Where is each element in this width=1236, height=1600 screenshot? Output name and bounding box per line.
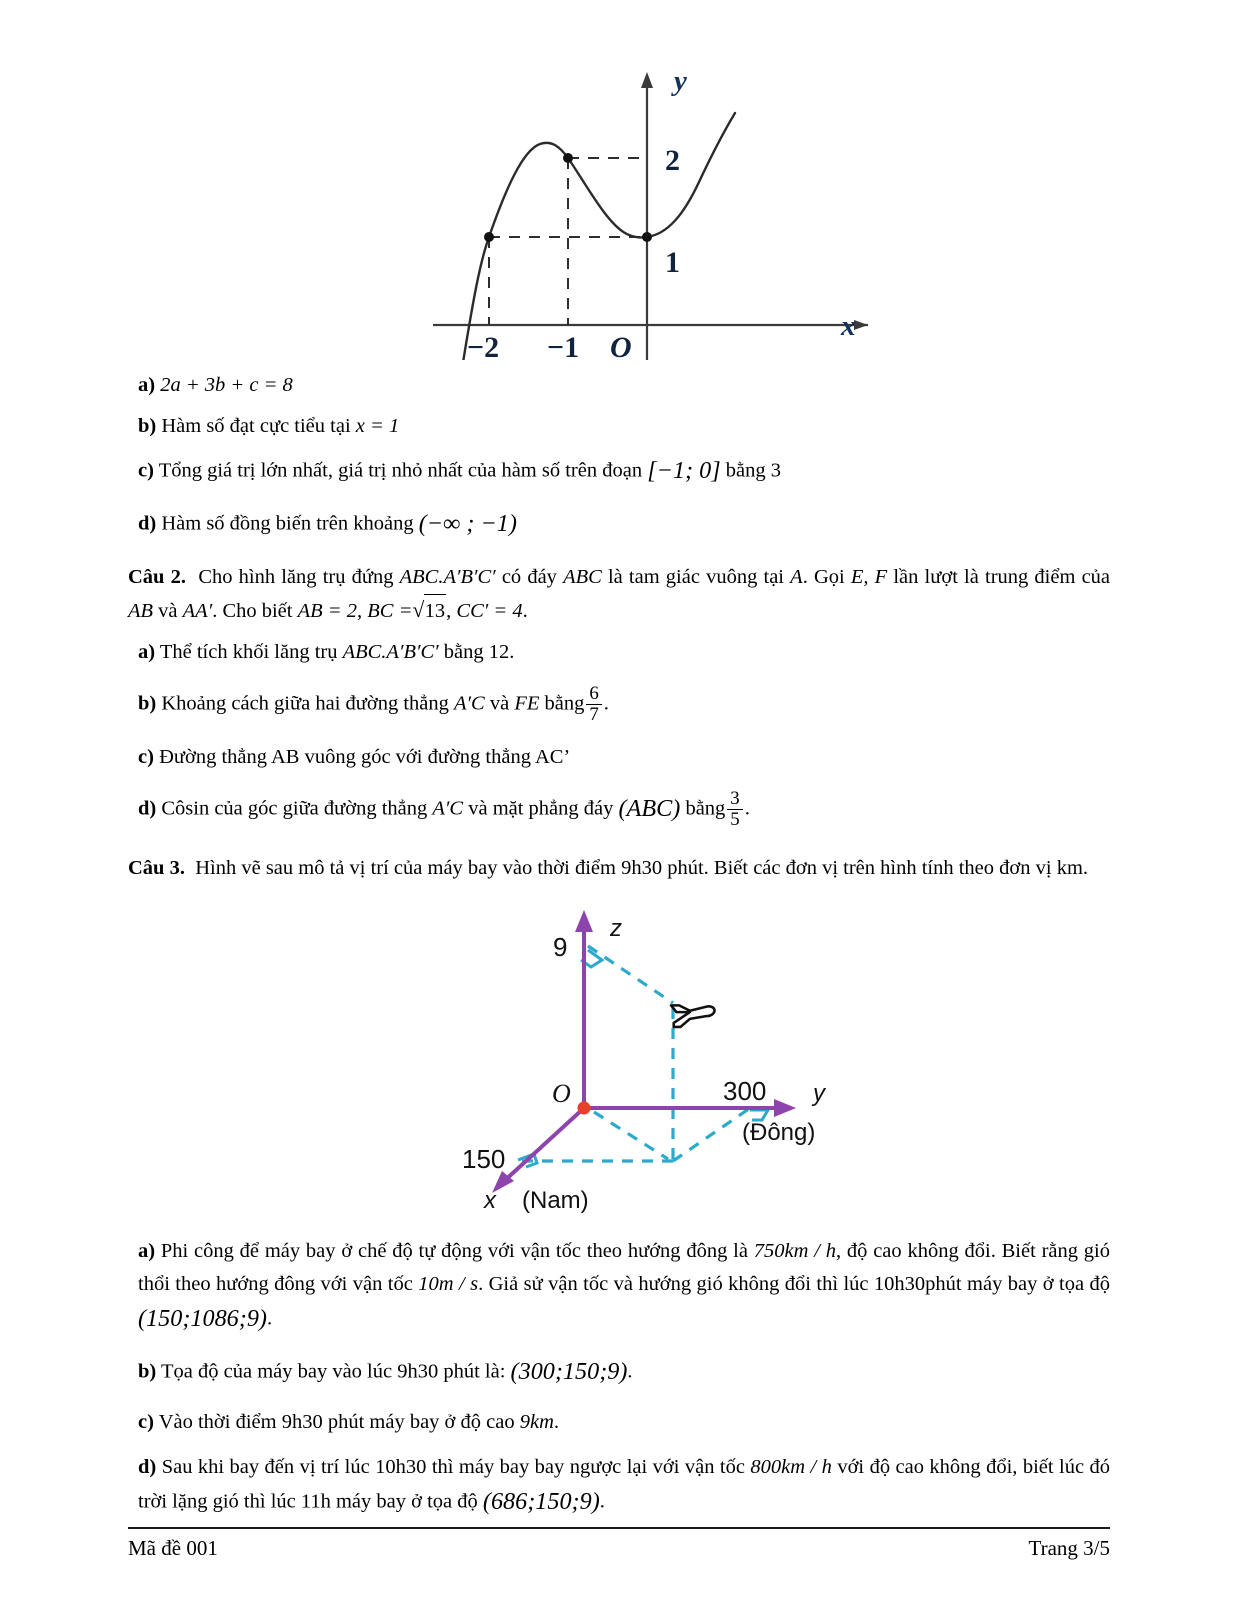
q3-option-c — [128, 1406, 1110, 1438]
q1-option-d — [128, 505, 1110, 543]
q1-option-d-math: (−∞ ; −1) — [418, 509, 517, 537]
q2-option-d-math-1: A′C — [432, 797, 464, 820]
q3-option-d-text-1: Sau khi bay đến vị trí lúc 10h30 thì máy bay bay ngược lại với vận tốc — [161, 1455, 745, 1478]
q2-option-b-math-1: A′C — [454, 692, 485, 715]
q3-option-d-label: d) — [138, 1455, 157, 1478]
q2-stem-math-5: AB — [128, 599, 154, 622]
q2-stem-3: là tam giác vuông tại — [607, 566, 784, 589]
x-tick-minus1: −1 — [547, 331, 580, 360]
q2-option-c-label: c) — [138, 745, 154, 768]
q3-option-a-text-1: Phi công để máy bay ở chế độ tự động với vận tốc theo hướng đông là — [160, 1240, 748, 1263]
q2-stem-math-4: E, F — [850, 566, 888, 589]
q2-stem-6: và — [158, 599, 178, 622]
q2-option-a-label: a) — [138, 640, 156, 663]
q2-sqrt-radicand: 13 — [424, 594, 447, 627]
q2-option-b-text-2: và — [489, 692, 510, 715]
q2-option-d-math-2: (ABC) — [618, 795, 681, 823]
q3-option-c-math-1: 9km — [519, 1411, 554, 1434]
q3-option-d — [128, 1451, 1110, 1522]
q2-stem-8: , — [357, 599, 363, 622]
q2-stem-math-6: AA′ — [182, 599, 213, 622]
q3-option-c-label: c) — [138, 1411, 154, 1434]
q2-option-a — [128, 636, 1110, 668]
q2-stem-math-1: ABC.A′B′C′ — [399, 566, 496, 589]
q2-option-b-label: b) — [138, 692, 157, 715]
q1-option-a — [128, 369, 1110, 401]
q2-option-d-text-4: . — [744, 797, 750, 820]
q2-stem-math-9: CC′ = 4 — [456, 599, 523, 622]
q2-stem-1: Cho hình lăng trụ đứng — [198, 566, 394, 589]
q1-option-d-label: d) — [138, 512, 157, 535]
q2-stem-9: , — [446, 599, 452, 622]
q3-option-a-math-2: 10m / s — [418, 1272, 479, 1295]
q2-stem-math-7: AB = 2 — [297, 599, 357, 622]
q3-option-a-text-4: . — [266, 1307, 273, 1330]
y-tick-2: 2 — [665, 144, 680, 177]
q3-option-a-math-1: 750km / h — [753, 1240, 836, 1263]
q1-option-b-math: x = 1 — [355, 415, 400, 438]
q2-sqrt-13 — [412, 594, 446, 627]
x-axis-label: x — [484, 1187, 496, 1215]
q1-option-b-label: b) — [138, 415, 157, 438]
q2-stem-math-2: ABC — [563, 566, 602, 589]
q1-option-b-text: Hàm số đạt cực tiểu tại — [161, 415, 351, 438]
q1-option-c-label: c) — [138, 459, 154, 482]
q1-option-d-text: Hàm số đồng biến trên khoảng — [161, 512, 414, 535]
q3-option-b-text-2: . — [627, 1360, 633, 1383]
point-minus1-2 — [563, 153, 573, 163]
q2-option-d-text-3: bằng — [685, 797, 726, 820]
footer-row — [128, 1529, 1110, 1561]
q2-option-b-math-2: FE — [514, 692, 540, 715]
q3-option-d-math-2: (686;150;9) — [482, 1488, 600, 1516]
x-axis-label: x — [841, 310, 856, 342]
q3-option-c-text-1: Vào thời điểm 9h30 phút máy bay ở độ cao — [158, 1411, 515, 1434]
point-0-1 — [642, 232, 652, 242]
exam-code: Mã đề 001 — [128, 1536, 218, 1560]
q2-option-c-text: Đường thẳng AB vuông góc với đường thẳng AC’ — [159, 745, 571, 768]
q2-stem — [128, 561, 1110, 627]
q2-option-a-math: ABC.A′B′C′ — [342, 640, 439, 663]
q3-option-a-label: a) — [138, 1240, 156, 1263]
origin-label: O — [552, 1079, 571, 1109]
q2-option-d-label: d) — [138, 797, 157, 820]
y-tick-1: 1 — [665, 246, 680, 279]
q1-option-c-math: [−1; 0] — [647, 456, 721, 484]
airplane-icon — [671, 1006, 714, 1028]
q2-option-b-frac-numerator: 6 — [589, 683, 599, 705]
y-axis-arrowhead — [774, 1099, 796, 1117]
q2-option-b — [128, 684, 1110, 725]
point-minus2-1 — [484, 232, 494, 242]
q2-option-b-text-3: bằng — [544, 692, 585, 715]
q3-option-a-math-3: (150;1086;9) — [138, 1304, 267, 1332]
q2-option-c — [128, 741, 1110, 773]
y-axis-label: y — [813, 1080, 825, 1108]
q1-option-c-text: Tổng giá trị lớn nhất, giá trị nhỏ nhất của hàm số trên đoạn — [158, 459, 643, 482]
q2-option-b-text-1: Khoảng cách giữa hai đường thẳng — [161, 692, 449, 715]
q2-stem-10: . — [522, 599, 528, 622]
q2-option-d-text-1: Côsin của góc giữa đường thẳng — [161, 797, 428, 820]
y-axis-label: y — [674, 65, 687, 97]
q2-stem-math-8: BC = — [367, 599, 413, 622]
q3-title: Câu 3. — [128, 856, 185, 879]
q3-option-d-math-1: 800km / h — [750, 1455, 832, 1478]
y-direction-label: (Đông) — [742, 1119, 816, 1147]
x-axis-arrowhead — [854, 320, 868, 330]
q3-option-b — [128, 1353, 1110, 1391]
q2-stem-2: có đáy — [501, 566, 557, 589]
page-number: Trang 3/5 — [1028, 1536, 1110, 1560]
q3-stem — [128, 852, 1110, 884]
q2-option-a-text-1: Thể tích khối lăng trụ — [159, 640, 338, 663]
projection-dashed-lines — [513, 946, 753, 1161]
q2-option-d-fraction — [727, 789, 742, 830]
q3-option-b-math-1: (300;150;9) — [510, 1358, 628, 1386]
q2-option-b-text-4: . — [603, 692, 609, 715]
q1-option-c-tail: bằng 3 — [725, 459, 781, 482]
q1-option-a-label: a) — [138, 374, 156, 396]
q2-title: Câu 2. — [128, 566, 186, 589]
page-footer — [128, 1527, 1110, 1561]
q2-option-b-frac-denominator: 7 — [586, 704, 601, 725]
q2-option-d-frac-numerator: 3 — [730, 788, 740, 810]
q3-option-b-text-1: Tọa độ của máy bay vào lúc 9h30 phút là: — [161, 1360, 506, 1383]
q3-option-a — [128, 1235, 1110, 1338]
q2-stem-math-3: A — [790, 566, 803, 589]
x-value-label: 150 — [462, 1144, 506, 1175]
q3-option-a-text-3: . Giả sử vận tốc và hướng gió không đổi thì lúc 10h30phút máy bay ở tọa độ — [478, 1272, 1110, 1295]
q3-option-a-text-2: , độ cao không đổi. Biết rằng gió thổi theo hướng đông với vận tốc — [138, 1240, 1110, 1295]
q3-option-d-text-3: . — [599, 1490, 605, 1513]
q3-stem-text: Hình vẽ sau mô tả vị trí của máy bay vào thời điểm 9h30 phút. Biết các đơn vị trên hình tính theo đơn vị km. — [195, 856, 1089, 879]
airplane-position-3d-figure — [128, 888, 1110, 1233]
q3-option-c-text-2: . — [553, 1411, 559, 1434]
origin-dot — [578, 1102, 591, 1115]
q3-option-b-label: b) — [138, 1360, 157, 1383]
guide-lines — [489, 158, 647, 325]
z-axis-label: z — [610, 915, 622, 943]
z-axis-arrowhead — [575, 910, 593, 932]
cubic-function-graph-figure — [128, 0, 1110, 360]
x-direction-label: (Nam) — [522, 1187, 589, 1215]
y-value-label: 300 — [723, 1076, 767, 1107]
q1-option-c — [128, 452, 1110, 490]
q2-option-d-frac-denominator: 5 — [727, 809, 742, 830]
q2-stem-4: . Gọi — [802, 566, 845, 589]
page-content — [128, 0, 1110, 1521]
q2-option-d-text-2: và mặt phẳng đáy — [468, 797, 614, 820]
q3-option-d-text-2: với độ cao không đổi, biết lúc đó trời lặng gió thì lúc 11h máy bay ở tọa độ — [138, 1455, 1111, 1513]
q2-option-b-fraction — [586, 684, 601, 725]
x-tick-minus2: −2 — [467, 331, 500, 360]
q1-option-b — [128, 410, 1110, 442]
q2-option-d — [128, 789, 1110, 830]
y-axis-arrowhead — [641, 72, 653, 88]
q2-stem-5: lần lượt là trung điểm của — [893, 566, 1111, 589]
q1-option-a-math: 2a + 3b + c = 8 — [160, 374, 293, 396]
z-value-label: 9 — [553, 932, 568, 963]
q2-option-a-text-2: bằng 12. — [443, 640, 515, 663]
x-axis — [502, 1108, 584, 1183]
q2-stem-7: . Cho biết — [212, 599, 293, 622]
origin-label: O — [610, 331, 632, 360]
